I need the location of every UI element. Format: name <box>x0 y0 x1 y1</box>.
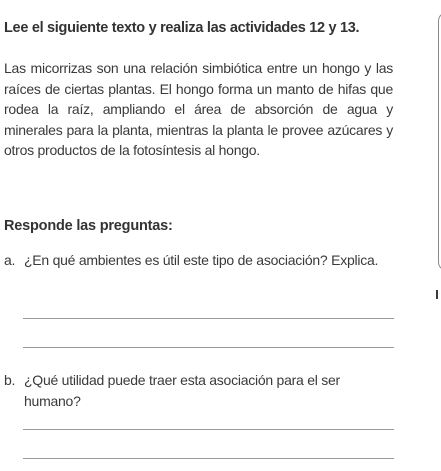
question-a-text: ¿En qué ambientes es útil este tipo de asociación? Explica. <box>24 252 379 268</box>
reading-passage: Las micorrizas son una relación simbiótica entre un hongo y las raíces de ciertas plantas. El hongo forma un manto de hifas que rodea la raíz, ampliando el área de absorción de agua y minerales para la planta, mientras la planta le provee azúcares y otros productos de la fotosíntesis al hongo. <box>4 60 393 158</box>
answer-line-b2[interactable] <box>23 458 394 459</box>
question-a <box>4 250 396 271</box>
answer-line-a2[interactable] <box>23 347 394 348</box>
questions-heading: Responde las preguntas: <box>4 218 173 234</box>
question-b-letter: b. <box>4 372 16 388</box>
answer-line-a1[interactable] <box>23 318 394 319</box>
instruction-heading: Lee el siguiente texto y realiza las actividades 12 y 13. <box>4 20 360 36</box>
question-b-text: ¿Qué utilidad puede traer esta asociación para el ser humano? <box>24 372 340 409</box>
question-b <box>4 370 396 412</box>
question-a-letter: a. <box>4 252 16 268</box>
answer-line-b1[interactable] <box>23 429 394 430</box>
side-number-fragment <box>436 290 441 299</box>
